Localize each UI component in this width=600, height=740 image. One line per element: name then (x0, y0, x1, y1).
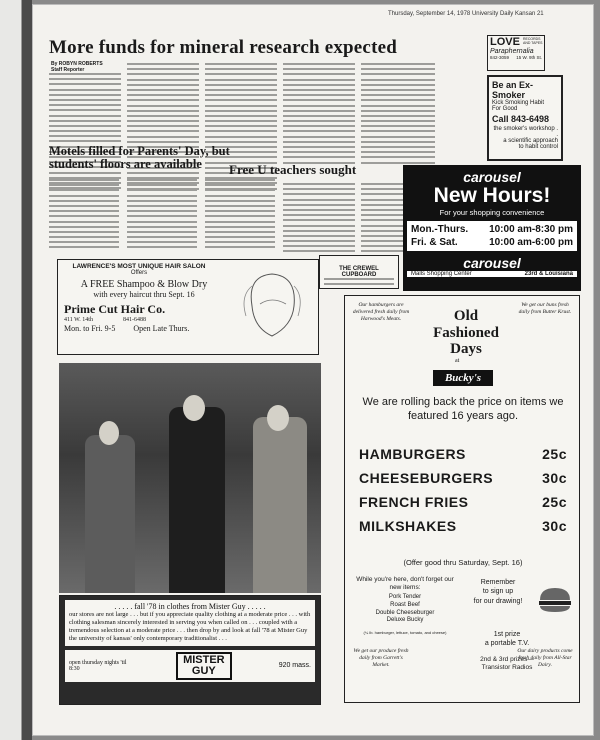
buckys-offer: (Offer good thru Saturday, Sept. 16) (403, 558, 523, 567)
exsmoker-line6: to habit control (518, 144, 558, 150)
buckys-deluxe-note: (¼ lb. hamburger, lettuce, tomato, and cheese) (363, 630, 447, 635)
main-headline: More funds for mineral research expected (49, 37, 397, 58)
crewel-name: THE CREWEL CUPBOARD (339, 266, 379, 278)
main-story-column-1 (49, 73, 121, 192)
misterguy-headline: . . . . . fall '78 in clothes from Mister Guy . . . . . (114, 602, 266, 611)
buckys-price-list (359, 446, 567, 534)
price-row: CHEESEBURGERS 30c (359, 470, 567, 486)
salon-brand: Prime Cut Hair Co. (64, 302, 166, 316)
salon-late-hours: Open Late Thurs. (133, 324, 190, 333)
exsmoker-line1: Be an Ex-Smoker (492, 80, 534, 100)
page-header: Thursday, September 14, 1978 University Daily Kansan 21 (388, 11, 544, 17)
exsmoker-line2: Kick Smoking Habit (492, 100, 545, 106)
salon-phone: 841-6488 (122, 317, 146, 323)
carousel-title: New Hours! (433, 184, 551, 207)
newspaper-page (32, 4, 594, 736)
carousel-logo-top: carousel (463, 169, 521, 185)
carousel-hours1-days: Mon.-Thurs. (411, 224, 469, 235)
salon-offers: Offers (130, 270, 148, 276)
main-story-column-5 (361, 63, 435, 167)
main-story-column-4 (283, 63, 355, 167)
price-row: FRENCH FRIES 25c (359, 494, 567, 510)
buckys-new-items: Pork Tender Roast Beef Double Cheeseburger Deluxe Bucky (375, 594, 435, 624)
main-story-column-2 (127, 63, 199, 193)
buckys-prize2: 2nd & 3rd prizes— Transistor Radios (480, 656, 534, 672)
exsmoker-line4: the smoker's workshop . . (493, 126, 558, 138)
misterguy-body: our stores are not large . . . but if you appreciate quality clothing at a moderate price . . . with clothing salesman sincerely interested in serving you when called on . . . coupled with a tremendous selection at a moderate price . . . then drop by and look at fall '78 at Mister Guy the university of kansas' only contemporary traditionalist . . . (69, 611, 311, 643)
carousel-malls: Malls Shopping Center (411, 271, 472, 277)
fashion-photo (59, 363, 321, 593)
exsmoker-ad (487, 75, 563, 161)
buckys-at: at (455, 358, 460, 364)
prime-cut-salon-ad (57, 259, 319, 355)
motels-column-3 (205, 179, 275, 252)
salon-title: LAWRENCE'S MOST UNIQUE HAIR SALON (72, 263, 206, 270)
love-sub: RECORDS AND TAPES (523, 37, 543, 45)
motels-headline: Motels filled for Parents' Day, but students' floors are available (49, 144, 230, 172)
price-row: HAMBURGERS 25c (359, 446, 567, 462)
misterguy-logo: MISTER GUY (176, 652, 232, 680)
misterguy-hours: open thursday nights 'til 8:30 (69, 659, 127, 672)
adjacent-page-edge (0, 0, 22, 740)
mister-guy-ad (59, 595, 321, 705)
page-gutter-shadow (22, 0, 32, 740)
free-u-column-1 (283, 183, 355, 256)
hamburger-icon (537, 586, 573, 614)
carousel-location: 23rd & Louisiana (524, 271, 573, 277)
love-phone: 842-3059 (490, 55, 510, 60)
buckys-top-right: We get our buns fresh daily from Butter Krust. (518, 302, 572, 316)
hairstyle-illustration (232, 266, 312, 346)
buckys-prize1: 1st prize a portable T.V. (484, 631, 530, 648)
motels-column-1 (49, 179, 119, 252)
carousel-hours-ad (403, 165, 581, 291)
misterguy-address: 920 mass. (278, 662, 311, 669)
buckys-title: Old Fashioned Days (433, 308, 499, 357)
buckys-top-left: Our hamburgers are delivered fresh daily from Harwood's Meats. (352, 302, 410, 323)
salon-offer1: A FREE Shampoo & Blow Dry (80, 279, 208, 290)
buckys-bottom-right: Our dairy products come fresh daily from All-Star Dairy. (517, 648, 573, 669)
buckys-rollback: We are rolling back the price on items we featured 16 years ago. (362, 396, 564, 422)
free-u-headline: Free U teachers sought (229, 162, 357, 177)
salon-offer2: with every haircut thru Sept. 16 (93, 290, 195, 299)
buckys-remember: Remember to sign up for our drawing! (473, 579, 523, 605)
carousel-hours1-time: 10:00 am-8:30 pm (489, 224, 573, 235)
salon-hours: Mon. to Fri. 9-5 (64, 324, 116, 333)
buckys-logo: Bucky's (433, 370, 493, 386)
exsmoker-line5: a scientific approach (503, 138, 558, 144)
buckys-ad (344, 295, 580, 703)
love-brand: LOVE (490, 36, 520, 48)
carousel-hours2-time: 10:00 am-6:00 pm (489, 237, 573, 248)
carousel-hours2-days: Fri. & Sat. (411, 237, 458, 248)
crewel-cupboard-ad (319, 255, 399, 289)
salon-address: 411 W. 14th (64, 317, 93, 323)
carousel-logo-bottom: carousel (463, 255, 521, 271)
carousel-subtitle: For your shopping convenience (439, 208, 545, 217)
love-address: 15 W. 9th St. (516, 55, 542, 60)
love-paraphernalia-ad (487, 35, 545, 71)
love-tagline: Paraphernalia (490, 48, 534, 55)
main-byline: By ROBYN ROBERTS Staff Reporter (51, 61, 103, 73)
exsmoker-line3: For Good (492, 106, 518, 112)
motels-column-2 (127, 179, 197, 252)
buckys-while-here: While you're here, don't forget our new items: (356, 576, 454, 592)
buckys-bottom-left: We get our produce fresh daily from Garrett's Market. (353, 648, 409, 669)
exsmoker-phone: Call 843-6498 (492, 114, 550, 124)
price-row: MILKSHAKES 30c (359, 518, 567, 534)
